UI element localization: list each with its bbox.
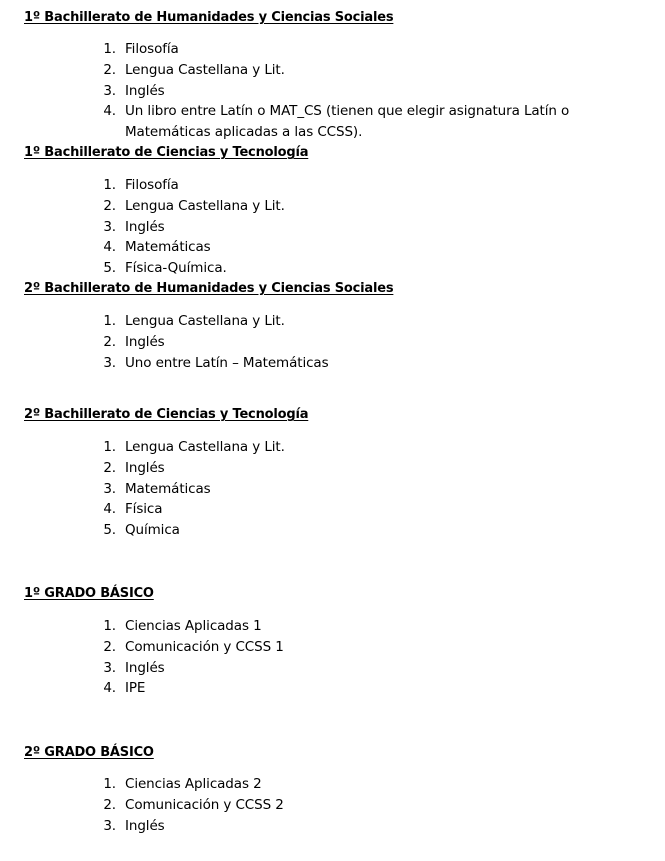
list-item xyxy=(94,678,284,699)
list-number: 1. xyxy=(103,177,116,193)
list-item-text: Matemáticas xyxy=(125,480,211,497)
list-number: 1. xyxy=(103,41,116,57)
list-number: 1. xyxy=(103,313,116,329)
list-item-text: Comunicación y CCSS 1 xyxy=(125,638,284,655)
list-number: 1. xyxy=(103,776,116,792)
list-item xyxy=(94,520,285,541)
list-item-text: IPE xyxy=(125,680,146,697)
list-item xyxy=(94,479,285,500)
list-item-text: Química xyxy=(125,522,180,539)
list-number: 4. xyxy=(103,501,116,518)
list-number: 5. xyxy=(103,522,116,539)
list-item xyxy=(94,81,569,102)
list-item-text: Inglés xyxy=(125,218,165,235)
list-number: 4. xyxy=(103,103,116,120)
list-item-text: Lengua Castellana y Lit. xyxy=(125,439,285,455)
list-item xyxy=(94,217,285,238)
list-number: 2. xyxy=(103,796,116,813)
list-item xyxy=(94,101,569,143)
list-number: 3. xyxy=(103,817,116,834)
list-item xyxy=(94,196,285,217)
list-item-text: Inglés xyxy=(125,82,165,99)
list-item-text: Inglés xyxy=(125,459,165,476)
list-item-text: Comunicación y CCSS 2 xyxy=(125,796,284,813)
list-item xyxy=(94,774,284,795)
list-item-text: Lengua Castellana y Lit. xyxy=(125,313,285,329)
list-item-text: Ciencias Aplicadas 2 xyxy=(125,776,262,792)
list-item-text: Un libro entre Latín o MAT_CS (tienen que elegir asignatura Latín o xyxy=(125,103,570,120)
book-list-1bach-humanidades xyxy=(94,39,569,143)
list-item xyxy=(94,658,284,679)
list-number: 3. xyxy=(103,659,116,676)
list-item-text: Inglés xyxy=(125,659,165,676)
list-item xyxy=(94,175,285,196)
list-number: 2. xyxy=(103,333,116,350)
list-item-text: Matemáticas xyxy=(125,239,211,256)
list-number: 3. xyxy=(103,354,116,371)
list-item xyxy=(94,258,285,279)
list-item xyxy=(94,237,285,258)
list-number: 4. xyxy=(103,680,116,697)
list-number: 2. xyxy=(103,638,116,655)
list-item-text: Uno entre Latín – Matemáticas xyxy=(125,354,329,371)
list-number: 3. xyxy=(103,82,116,99)
list-number: 2. xyxy=(103,197,116,214)
list-number: 2. xyxy=(103,61,116,78)
list-item xyxy=(94,816,284,837)
book-list-1-grado-basico xyxy=(94,616,284,699)
list-number: 3. xyxy=(103,218,116,235)
list-number: 2. xyxy=(103,459,116,476)
section-heading-1bach-humanidades: 1º Bachillerato de Humanidades y Ciencias Sociales xyxy=(24,10,394,25)
list-item-text: Lengua Castellana y Lit. xyxy=(125,61,285,78)
list-item xyxy=(94,499,285,520)
list-item-text: Inglés xyxy=(125,817,165,834)
list-item-text: Ciencias Aplicadas 1 xyxy=(125,618,262,634)
book-list-2-grado-basico xyxy=(94,774,284,836)
list-item xyxy=(94,353,329,374)
list-item xyxy=(94,616,284,637)
list-item xyxy=(94,437,285,458)
list-number: 3. xyxy=(103,480,116,497)
book-list-2bach-humanidades xyxy=(94,311,329,373)
list-item-text: Física xyxy=(125,501,163,518)
section-heading-2bach-ciencias: 2º Bachillerato de Ciencias y Tecnología xyxy=(24,407,309,422)
list-item-text: Filosofía xyxy=(125,177,179,193)
list-number: 1. xyxy=(103,618,116,634)
section-heading-1bach-ciencias: 1º Bachillerato de Ciencias y Tecnología xyxy=(24,145,309,160)
book-list-1bach-ciencias xyxy=(94,175,285,279)
section-heading-2-grado-basico: 2º GRADO BÁSICO xyxy=(24,745,154,760)
section-heading-1-grado-basico: 1º GRADO BÁSICO xyxy=(24,586,154,601)
list-item xyxy=(94,458,285,479)
list-item-text: Lengua Castellana y Lit. xyxy=(125,197,285,214)
list-item xyxy=(94,637,284,658)
section-heading-2bach-humanidades: 2º Bachillerato de Humanidades y Ciencias Sociales xyxy=(24,281,394,296)
list-number: 5. xyxy=(103,260,116,277)
list-number: 1. xyxy=(103,439,116,455)
book-list-2bach-ciencias xyxy=(94,437,285,541)
list-item-text-continuation: Matemáticas aplicadas a las CCSS). xyxy=(125,124,363,141)
list-item xyxy=(94,332,329,353)
list-item xyxy=(94,39,569,60)
list-item xyxy=(94,795,284,816)
list-number: 4. xyxy=(103,239,116,256)
list-item-text: Física-Química. xyxy=(125,260,227,277)
list-item xyxy=(94,311,329,332)
list-item-text: Filosofía xyxy=(125,41,179,57)
list-item-text: Inglés xyxy=(125,333,165,350)
list-item xyxy=(94,60,569,81)
